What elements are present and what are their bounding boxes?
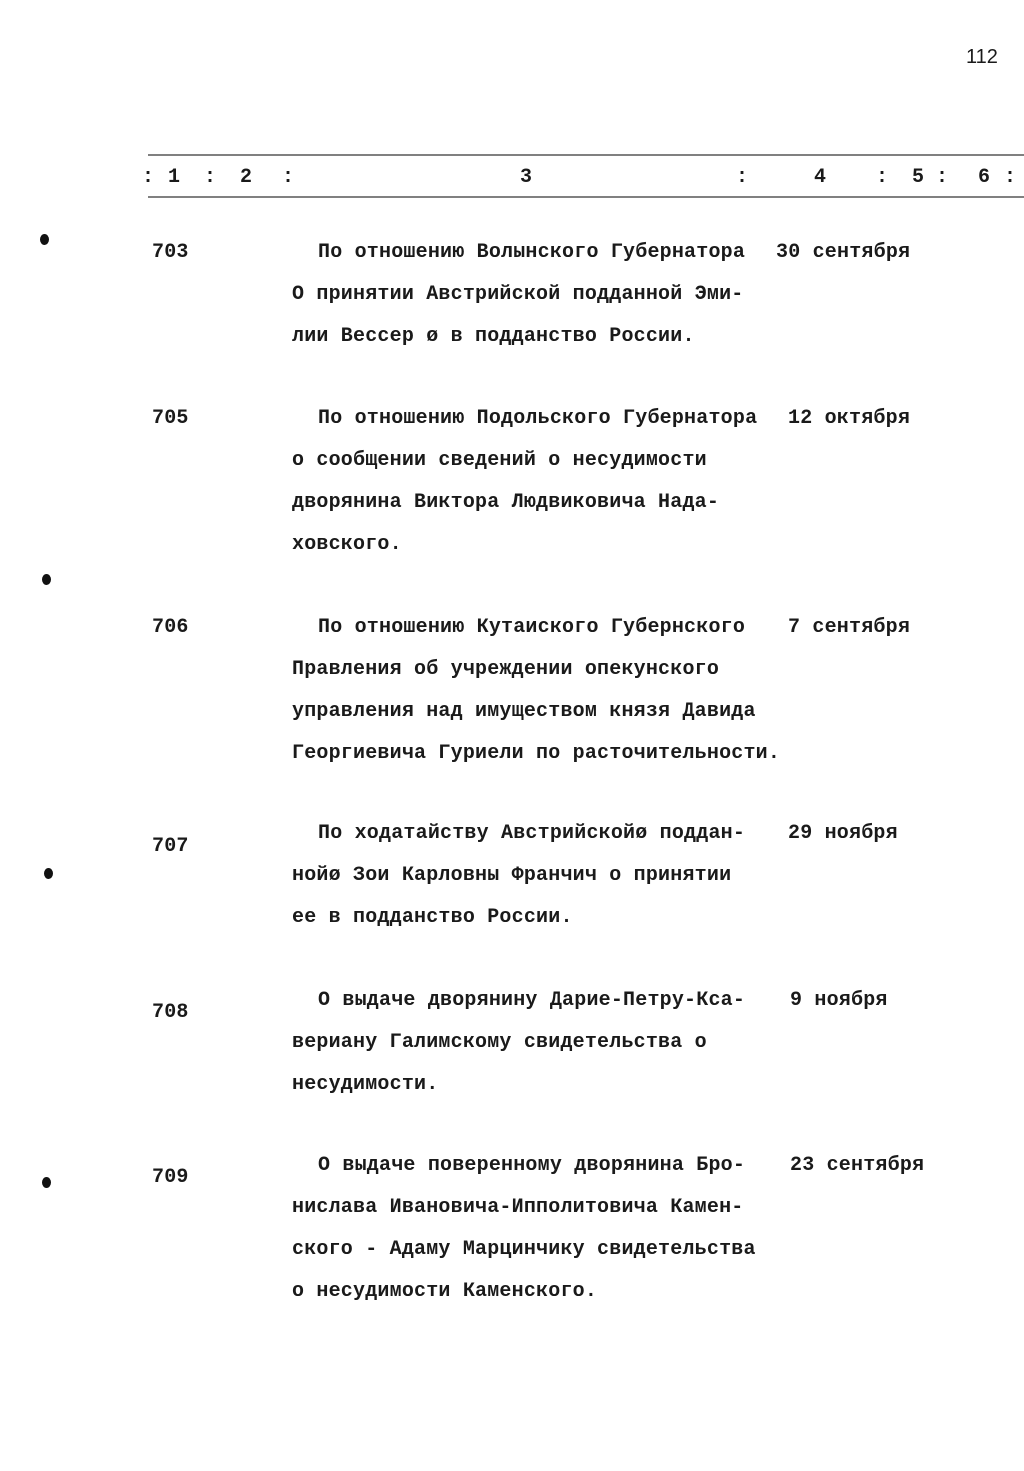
entry-text-line: лии Вессер ø в подданство России. <box>292 325 695 348</box>
entry-text-line: По отношению Волынского Губернатора <box>318 241 746 264</box>
entry-number: 706 <box>152 616 189 639</box>
entry-text-line: ее в подданство России. <box>292 906 573 929</box>
column-header-1: 1 <box>168 166 181 189</box>
entry-text-line: несудимости. <box>292 1073 439 1096</box>
entry-number: 703 <box>152 241 189 264</box>
entry-text-line: ского - Адаму Марцинчику свидетельства <box>292 1238 756 1261</box>
binding-hole-mark <box>42 574 51 585</box>
column-header-3: 3 <box>520 166 533 189</box>
entry-text-line: нислава Ивановича-Ипполитовича Камен- <box>292 1196 744 1219</box>
entry-text-line: вериану Галимскому свидетельства о <box>292 1031 707 1054</box>
entry-date: 12 октября <box>788 407 911 430</box>
entry-text-line: о несудимости Каменского. <box>292 1280 598 1303</box>
entry-number: 708 <box>152 1001 189 1024</box>
column-header-2: 2 <box>240 166 253 189</box>
entry-text-line: Георгиевича Гуриели по расточительности. <box>292 742 781 765</box>
binding-hole-mark <box>42 1177 51 1188</box>
entry-date: 7 сентября <box>788 616 911 639</box>
entry-date: 29 ноября <box>788 822 898 845</box>
header-top-rule <box>148 154 1024 156</box>
entry-number: 709 <box>152 1166 189 1189</box>
entry-date: 23 сентября <box>790 1154 925 1177</box>
entry-text-line: По отношению Кутаиского Губернского <box>318 616 746 639</box>
entry-text-line: По ходатайству Австрийскойø поддан- <box>318 822 746 845</box>
entry-number: 707 <box>152 835 189 858</box>
entry-date: 9 ноября <box>790 989 888 1012</box>
entry-text-line: О выдаче дворянину Дарие-Петру-Кса- <box>318 989 746 1012</box>
entry-text-line: Правления об учреждении опекунского <box>292 658 720 681</box>
entry-text-line: ховского. <box>292 533 402 556</box>
entry-text-line: дворянина Виктора Людвиковича Нада- <box>292 491 720 514</box>
entry-text-line: нойø Зои Карловны Франчич о принятии <box>292 864 732 887</box>
binding-hole-mark <box>40 234 49 245</box>
binding-hole-mark <box>44 868 53 879</box>
entry-text-line: О выдаче поверенному дворянина Бро- <box>318 1154 746 1177</box>
page-number: 112 <box>966 46 998 68</box>
column-header-5: 5 <box>912 166 925 189</box>
column-header-6: 6 <box>978 166 991 189</box>
entry-number: 705 <box>152 407 189 430</box>
entry-text-line: По отношению Подольского Губернатора <box>318 407 758 430</box>
entry-date: 30 сентября <box>776 241 911 264</box>
entry-text-line: о сообщении сведений о несудимости <box>292 449 707 472</box>
entry-text-line: О принятии Австрийской подданной Эми- <box>292 283 744 306</box>
column-header-4: 4 <box>814 166 827 189</box>
entry-text-line: управления над имуществом князя Давида <box>292 700 756 723</box>
header-bottom-rule <box>148 196 1024 198</box>
